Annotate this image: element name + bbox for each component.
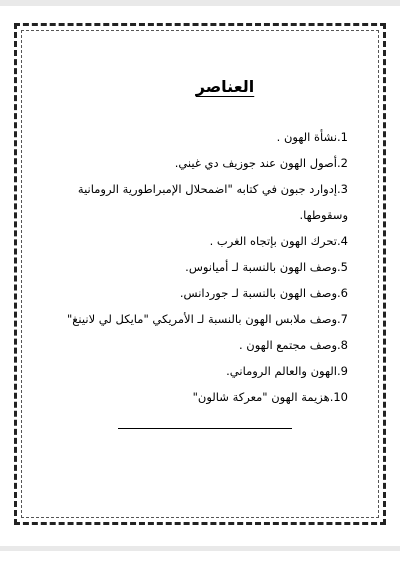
- list-item: 5.وصف الهون بالنسبة لـ أميانوس.: [185, 260, 348, 274]
- page-title: [0, 77, 400, 96]
- next-page-edge: [0, 551, 400, 571]
- horizontal-rule: [118, 428, 292, 429]
- list-item: 6.وصف الهون بالنسبة لـ جوردانس.: [179, 286, 348, 300]
- title-text: العناصر: [195, 77, 255, 96]
- list-item: 1.نشأة الهون .: [276, 130, 348, 144]
- list-item: 3.إدوارد جبون في كتابه "اضمحلال الإمبراطورية الرومانية وسقوطها.: [77, 182, 348, 222]
- list-item: 7.وصف ملابس الهون بالنسبة لـ الأمريكي "مايكل لي لانينغ": [67, 312, 348, 326]
- elements-list: [48, 124, 348, 410]
- list-item: 4.تحرك الهون بإتجاه الغرب .: [209, 234, 348, 248]
- list-item: 2.أصول الهون عند جوزيف دي غيني.: [174, 156, 348, 170]
- list-item: 10.هزيمة الهون "معركة شالون": [192, 390, 348, 404]
- list-item: 8.وصف مجتمع الهون .: [238, 338, 348, 352]
- list-item: 9.الهون والعالم الروماني.: [226, 364, 348, 378]
